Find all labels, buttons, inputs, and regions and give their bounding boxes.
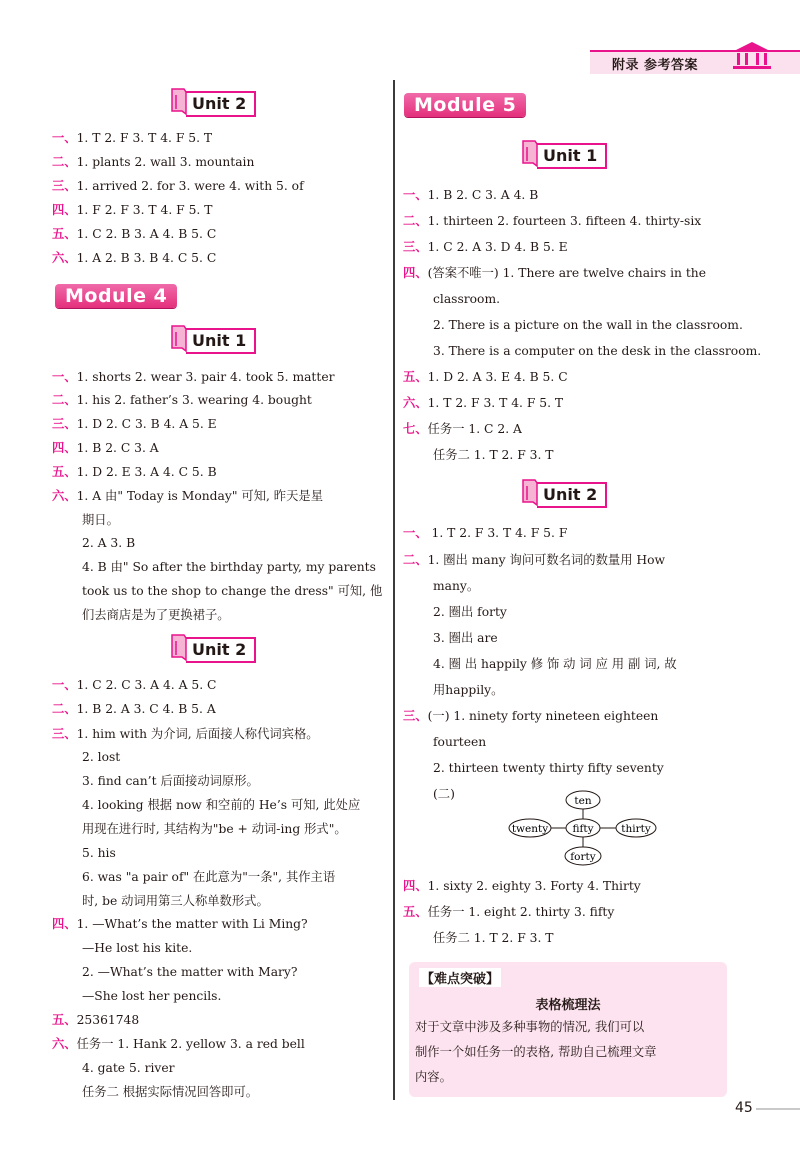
answer-continuation: 4. gate 5. river [82, 1061, 175, 1075]
answer-continuation: 用现在进行时, 其结构为"be + 动词-ing 形式"。 [82, 822, 347, 836]
answer-line [403, 878, 641, 894]
answer-continuation: —He lost his kite. [82, 941, 193, 955]
answer-continuation: 2. 圈出 forty [433, 605, 507, 619]
unit-label: Unit 2 [186, 637, 256, 663]
answer-line [52, 701, 216, 717]
answer-line [52, 392, 312, 408]
answer-continuation: 4. B 由" So after the birthday party, my parents [82, 560, 376, 574]
question-marker: 五、 [52, 227, 77, 241]
diagram-left-word: twenty [511, 823, 549, 835]
answer-continuation: 时, be 动词用第三人称单数形式。 [82, 894, 269, 908]
question-marker: 一、 [52, 678, 77, 692]
answer-text: 1. thirteen 2. fourteen 3. fifteen 4. thirty-six [427, 214, 702, 228]
answer-line [52, 416, 217, 432]
answer-line [52, 677, 216, 693]
answer-text: 1. sixty 2. eighty 3. Forty 4. Thirty [427, 879, 641, 893]
module-4-banner: Module 4 [55, 284, 177, 308]
answer-continuation: 任务二 1. T 2. F 3. T [433, 448, 554, 462]
answer-text: 1. C 2. B 3. A 4. B 5. C [76, 227, 217, 241]
answer-continuation: 2. A 3. B [82, 536, 136, 550]
answer-continuation: 2. There is a picture on the wall in the classroom. [433, 318, 743, 332]
answer-text: 1. B 2. C 3. A [76, 441, 159, 455]
unit-1-heading [521, 144, 607, 168]
question-marker: 三、 [403, 240, 428, 254]
answer-continuation: 2. lost [82, 750, 121, 764]
answer-line [403, 187, 538, 203]
page-number-rule [756, 1108, 800, 1110]
unit-label: Unit 1 [186, 328, 256, 354]
question-marker: 五、 [52, 465, 77, 479]
answer-continuation: —She lost her pencils. [82, 989, 222, 1003]
answer-line [403, 708, 658, 724]
answer-line [403, 395, 563, 411]
question-marker: 六、 [403, 396, 428, 410]
answer-continuation: took us to the shop to change the dress" 可知, 他 [82, 584, 383, 598]
question-marker: 二、 [403, 214, 428, 228]
answer-text: 1. D 2. E 3. A 4. C 5. B [76, 465, 217, 479]
diagram-bottom-word: forty [570, 851, 596, 863]
tip-body-line: 对于文章中涉及多种事物的情况, 我们可以 [415, 1020, 645, 1034]
answer-continuation: 3. There is a computer on the desk in the classroom. [433, 344, 762, 358]
answer-line [52, 440, 159, 456]
question-marker: 六、 [52, 489, 77, 503]
question-marker: 四、 [403, 266, 428, 280]
column-divider [393, 80, 395, 1100]
question-marker: 二、 [52, 155, 77, 169]
page-header [590, 50, 800, 74]
question-marker: 一、 [52, 370, 77, 384]
question-marker: 二、 [403, 553, 428, 567]
answer-continuation: 任务二 根据实际情况回答即可。 [82, 1085, 259, 1099]
answer-line [52, 1036, 305, 1052]
unit-2-heading [170, 638, 256, 662]
bookmark-icon [521, 139, 539, 169]
answer-line [52, 464, 217, 480]
answer-continuation: 2. thirteen twenty thirty fifty seventy [433, 761, 664, 775]
answer-continuation: 3. 圈出 are [433, 631, 498, 645]
answer-text: 1. T 2. F 3. T 4. F 5. T [427, 396, 564, 410]
answer-text: 25361748 [76, 1013, 140, 1027]
question-marker: 四、 [52, 441, 77, 455]
question-marker: 三、 [52, 179, 77, 193]
answer-line [52, 916, 308, 932]
answer-text: (一) 1. ninety forty nineteen eighteen [427, 709, 659, 723]
question-marker: 三、 [52, 727, 77, 741]
answer-text: 1. A 由" Today is Monday" 可知, 昨天是星 [76, 489, 323, 503]
number-word-diagram [508, 790, 658, 866]
answer-line [403, 552, 665, 568]
answer-text: 任务一 1. Hank 2. yellow 3. a red bell [76, 1037, 305, 1051]
answer-text: 1. B 2. C 3. A 4. B [427, 188, 539, 202]
answer-continuation: 5. his [82, 846, 116, 860]
answer-line [52, 130, 212, 146]
answer-line [403, 904, 614, 920]
question-marker: 七、 [403, 422, 428, 436]
answer-line [52, 202, 212, 218]
answer-line [52, 250, 216, 266]
bookmark-icon [170, 633, 188, 663]
answer-line [52, 726, 319, 742]
diagram-center-word: fifty [572, 823, 594, 835]
answer-continuation: 们去商店是为了更换裙子。 [82, 608, 230, 622]
question-marker: 一、 [403, 188, 428, 202]
answer-continuation: 6. was "a pair of" 在此意为"一条", 其作主语 [82, 870, 336, 884]
bookmark-icon [170, 324, 188, 354]
answer-line [52, 154, 254, 170]
tip-heading: 表格梳理法 [535, 998, 601, 1013]
question-marker: 四、 [52, 917, 77, 931]
answer-line [52, 226, 216, 242]
answer-line [403, 369, 568, 385]
answer-text: 1. F 2. F 3. T 4. F 5. T [76, 203, 213, 217]
answer-continuation: classroom. [433, 292, 501, 306]
answer-text: 1. —What’s the matter with Li Ming? [76, 917, 308, 931]
answer-continuation: (二) [433, 787, 455, 801]
answer-line [52, 369, 334, 385]
answer-text: 1. T 2. F 3. T 4. F 5. T [76, 131, 213, 145]
question-marker: 五、 [52, 1013, 77, 1027]
unit-label: Unit 2 [537, 482, 607, 508]
question-marker: 三、 [403, 709, 428, 723]
answer-line [403, 265, 706, 281]
unit-1-heading [170, 329, 256, 353]
answer-continuation: 3. find can’t 后面接动词原形。 [82, 774, 259, 788]
question-marker: 六、 [52, 1037, 77, 1051]
answer-text: 1. his 2. father’s 3. wearing 4. bought [76, 393, 312, 407]
unit-label: Unit 2 [186, 91, 256, 117]
question-marker: 四、 [403, 879, 428, 893]
bookmark-icon [170, 87, 188, 117]
answer-text: 1. A 2. B 3. B 4. C 5. C [76, 251, 217, 265]
answer-line [403, 421, 522, 437]
page-number: 45 [735, 1100, 753, 1116]
question-marker: 三、 [52, 417, 77, 431]
question-marker: 二、 [52, 393, 77, 407]
answer-text: 1. C 2. C 3. A 4. A 5. C [76, 678, 217, 692]
answer-text: 1. C 2. A 3. D 4. B 5. E [427, 240, 568, 254]
unit-2-heading [521, 483, 607, 507]
answer-continuation: 4. looking 根据 now 和空前的 He’s 可知, 此处应 [82, 798, 361, 812]
answer-text: 1. arrived 2. for 3. were 4. with 5. of [76, 179, 304, 193]
answer-continuation: 2. —What’s the matter with Mary? [82, 965, 298, 979]
tip-body-line: 内容。 [415, 1070, 452, 1084]
diagram-top-word: ten [574, 795, 592, 807]
answer-text: 任务一 1. eight 2. thirty 3. fifty [427, 905, 615, 919]
answer-continuation: fourteen [433, 735, 487, 749]
question-marker: 五、 [403, 905, 428, 919]
answer-text: 1. 圈出 many 询问可数名词的数量用 How [427, 553, 666, 567]
answer-line [52, 178, 304, 194]
answer-continuation: many。 [433, 579, 480, 593]
answer-continuation: 用happily。 [433, 683, 504, 697]
answer-text: 1. B 2. A 3. C 4. B 5. A [76, 702, 216, 716]
question-marker: 六、 [52, 251, 77, 265]
answer-line [52, 488, 323, 504]
answer-continuation: 4. 圈 出 happily 修 饰 动 词 应 用 副 词, 故 [433, 657, 677, 671]
building-icon [730, 40, 774, 70]
tip-box [409, 962, 727, 1097]
answer-line [403, 239, 568, 255]
answer-text: 任务一 1. C 2. A [427, 422, 522, 436]
bookmark-icon [521, 478, 539, 508]
unit-label: Unit 1 [537, 143, 607, 169]
question-marker: 一、 [403, 526, 428, 540]
header-title: 附录 参考答案 [612, 58, 699, 73]
diagram-right-word: thirty [621, 823, 651, 835]
answer-line [403, 213, 701, 229]
question-marker: 一、 [52, 131, 77, 145]
module-5-banner: Module 5 [404, 93, 526, 117]
answer-continuation: 任务二 1. T 2. F 3. T [433, 931, 554, 945]
answer-text: 1. D 2. C 3. B 4. A 5. E [76, 417, 217, 431]
answer-text: 1. T 2. F 3. T 4. F 5. F [427, 526, 568, 540]
question-marker: 五、 [403, 370, 428, 384]
answer-continuation: 期日。 [82, 513, 119, 527]
answer-line [403, 525, 567, 541]
answer-text: 1. D 2. A 3. E 4. B 5. C [427, 370, 568, 384]
tip-title: 【难点突破】 [419, 968, 501, 987]
question-marker: 二、 [52, 702, 77, 716]
answer-text: 1. him with 为介词, 后面接人称代词宾格。 [76, 727, 319, 741]
question-marker: 四、 [52, 203, 77, 217]
answer-line [52, 1012, 139, 1028]
answer-text: (答案不唯一) 1. There are twelve chairs in the [427, 266, 706, 280]
answer-text: 1. shorts 2. wear 3. pair 4. took 5. matter [76, 370, 335, 384]
answer-text: 1. plants 2. wall 3. mountain [76, 155, 255, 169]
unit-2-heading [170, 92, 256, 116]
tip-body-line: 制作一个如任务一的表格, 帮助自己梳理文章 [415, 1045, 657, 1059]
